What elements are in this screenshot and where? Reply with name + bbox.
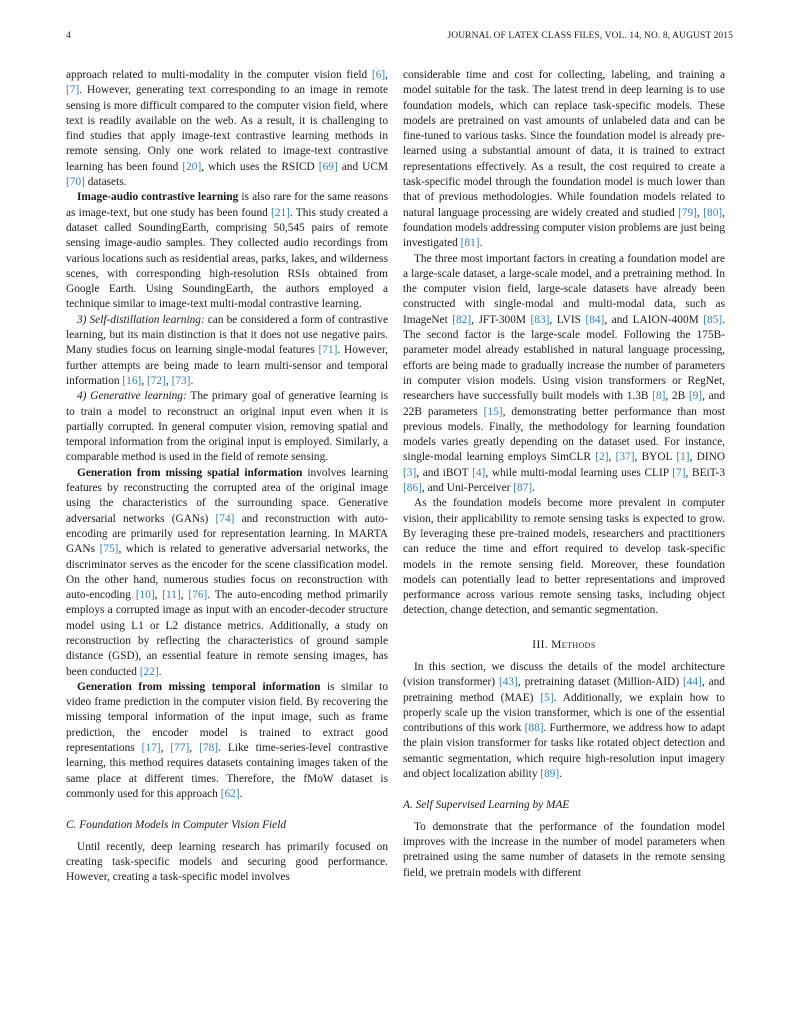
text-run: ,	[608, 451, 616, 464]
citation-link[interactable]: [5]	[540, 691, 554, 704]
text-run: , LVIS	[549, 313, 586, 326]
citation-link[interactable]: [80]	[703, 206, 723, 219]
run-in-heading: Generation from missing temporal information	[77, 680, 321, 693]
text-run: ,	[385, 69, 388, 81]
citation-link[interactable]: [7]	[672, 466, 686, 479]
citation-link[interactable]: [79]	[678, 206, 697, 219]
run-in-heading: Image-audio contrastive learning	[77, 191, 239, 204]
citation-link[interactable]: [83]	[530, 313, 550, 326]
text-run: and UCM	[337, 160, 389, 173]
text-run: . However, generating text corresponding to an image in remote sensing is more difficult compared to the computer vision field, where text is readily available on the web. As a result, it is challenging to find studies that apply image-text contrastive learning methods in remote sensing. Only one work related to image-text contrastive learning has been found	[66, 84, 388, 173]
citation-link[interactable]: [1]	[676, 451, 690, 464]
text-run: ,	[154, 589, 163, 602]
citation-link[interactable]: [62]	[220, 787, 240, 800]
citation-link[interactable]: [20]	[182, 160, 202, 173]
text-run: . Additionally, we explain how to properly scale up the vision transformer, which is one of the essential contributions of this work	[403, 691, 725, 735]
text-run: is similar to video frame prediction in the computer vision field. By recovering the missing temporal information of the input image, such as frame prediction, the encoder model is trained to extract good representations	[66, 680, 389, 755]
text-run: .	[158, 665, 162, 678]
text-run: , BEiT-3	[685, 466, 725, 479]
left-column	[66, 68, 388, 885]
text-run: , which is related to generative adversarial networks, the discriminator serves as the encoder for the scene classification model. On the other hand, numerous studies focus on reconstruction with auto-encoding	[66, 543, 388, 602]
paragraph	[403, 820, 725, 881]
citation-link[interactable]: [76]	[188, 589, 208, 602]
text-run: ,	[165, 374, 172, 387]
citation-link[interactable]: [78]	[199, 742, 219, 755]
page-header	[66, 31, 733, 45]
text-run: , pretraining dataset (Million-AID)	[517, 676, 683, 689]
citation-link[interactable]: [21]	[271, 206, 290, 219]
text-run: In this section, we discuss the details of the model architecture (vision transformer)	[403, 660, 725, 689]
text-run: approach related to multi-modality in the computer vision field	[66, 69, 372, 81]
citation-link[interactable]: [3]	[403, 466, 417, 479]
text-run: , demonstrating better performance than most previous models. Finally, the methodology for learning foundation models varies greatly depending on the dataset used. For instance, single-modal learning employs SimCLR	[403, 405, 725, 464]
text-run: . The second factor is the large-scale model. Following the 175B-parameter model already established in natural language processing, efforts are being made to gradually increase the number of parameters in computer vision models. Using vision transformers or RegNet, researchers have successfully built models with 1.3B	[403, 313, 726, 403]
text-run: datasets.	[84, 176, 127, 189]
citation-link[interactable]: [82]	[452, 313, 472, 326]
text-run: , BYOL	[634, 451, 677, 464]
text-run: involves learning features by reconstructing the corrupted area of the original image using the characteristics of the surrounding space. Generative adversarial networks (GANs)	[66, 466, 389, 525]
text-run: . The auto-encoding method primarily employs a corrupted image as input with an encoder-decoder structure model using L1 or L2 distance metrics. Additionally, a study on reconstruction by reflecting the characteristics of ground sample distance (GSD), an essential feature in remote sensing images, has been conducted	[66, 589, 388, 678]
citation-link[interactable]: [74]	[215, 512, 235, 525]
paragraph	[403, 496, 725, 618]
citation-link[interactable]: [44]	[682, 676, 702, 689]
right-column	[403, 68, 725, 881]
run-in-heading: 4) Generative learning:	[77, 390, 187, 403]
text-run: is also rare for the same reasons as image-text, but one study has been found	[66, 191, 388, 219]
text-run: . However, further attempts are being made to learn multi-sensor and temporal information	[66, 344, 388, 387]
citation-link[interactable]: [6]	[371, 69, 386, 81]
text-run: ,	[180, 589, 189, 602]
citation-link[interactable]: [8]	[652, 390, 666, 403]
running-head: JOURNAL OF LATEX CLASS FILES, VOL. 14, NO. 8, AUGUST 2015	[447, 31, 733, 41]
citation-link[interactable]: [4]	[472, 466, 486, 479]
text-run: , while multi-modal learning uses CLIP	[485, 466, 673, 479]
text-run: , JFT-300M	[471, 313, 531, 326]
text-run: As the foundation models become more prevalent in computer vision, their applicability to remote sensing tasks is expected to grow. By leveraging these pre-trained models, researchers and practitioners can reduce the time and effort required to develop task-specific models in the remote sensing field. Moreover, these foundation models can potentially lead to better representations and improved performance across various remote sensing tasks, including object detection, change detection, and semantic segmentation.	[403, 497, 725, 617]
citation-link[interactable]: [37]	[615, 451, 635, 464]
text-run: .	[239, 787, 243, 800]
paragraph	[66, 68, 388, 190]
paragraph	[66, 313, 388, 389]
text-run: Until recently, deep learning research has primarily focused on creating task-specific models and securing good performance. However, creating a task-specific model involves	[66, 840, 388, 884]
citation-link[interactable]: [77]	[170, 742, 190, 755]
text-run: , and pretraining method (MAE)	[403, 676, 725, 704]
text-run: The primary goal of generative learning is to train a model to reconstruct an original input even when it is partially corrupted. In general computer vision, removing spatial and temporal information from the original input is employed. Similarly, a comparable method is used in the field of remote sensing.	[66, 390, 389, 464]
paragraph	[403, 660, 725, 782]
text-run: , and iBOT	[416, 466, 473, 479]
citation-link[interactable]: [70]	[66, 176, 85, 189]
citation-link[interactable]: [87]	[513, 482, 533, 495]
page-number: 4	[66, 31, 71, 41]
text-run: , which uses the RSICD	[201, 160, 319, 173]
citation-link[interactable]: [16]	[122, 374, 142, 387]
citation-link[interactable]: [2]	[595, 451, 609, 464]
text-run: The three most important factors in creating a foundation model are a large-scale dataset, a large-scale model, and a pretraining method. In the computer vision field, large-scale datasets have already been constructed with single-modal and multi-modal data, such as ImageNet	[403, 252, 725, 326]
citation-link[interactable]: [86]	[403, 482, 422, 495]
text-run: ,	[160, 742, 171, 755]
citation-link[interactable]: [10]	[135, 589, 155, 602]
section-heading: III. Methods	[532, 638, 596, 651]
paragraph	[66, 680, 388, 802]
citation-link[interactable]: [81]	[460, 237, 480, 250]
citation-link[interactable]: [89]	[540, 768, 560, 781]
paragraph	[403, 68, 725, 252]
citation-link[interactable]: [72]	[146, 374, 166, 387]
text-run: can be considered a form of contrastive learning, but its main distinction is that it does not use negative pairs. Many studies focus on learning single-modal features	[66, 313, 388, 357]
text-run: .	[190, 374, 194, 387]
citation-link[interactable]: [71]	[318, 344, 338, 357]
text-run: . Furthermore, we address how to adapt the plain vision transformer for tasks like rotated object detection and semantic segmentation, which require high-resolution input imagery and object localization ability	[403, 722, 725, 781]
citation-link[interactable]: [22]	[139, 665, 159, 678]
paragraph	[66, 466, 388, 680]
citation-link[interactable]: [11]	[162, 589, 181, 602]
citation-link[interactable]: [85]	[703, 313, 723, 326]
paragraph	[403, 252, 725, 497]
citation-link[interactable]: [88]	[524, 722, 544, 735]
citation-link[interactable]: [75]	[99, 543, 119, 556]
text-run: , foundation models addressing computer vision problems are just being investigated	[403, 206, 725, 250]
text-run: , and 22B parameters	[403, 390, 725, 418]
citation-link[interactable]: [17]	[141, 742, 161, 755]
run-in-heading: 3) Self-distillation learning:	[77, 313, 205, 326]
text-run: .	[479, 237, 483, 250]
paragraph	[66, 190, 388, 312]
text-run: . Like time-series-level contrastive learning, this method requires datasets containing images taken of the same place at different times. Therefore, the fMoW dataset is commonly used for this approach	[66, 742, 388, 800]
text-run: , and LAION-400M	[604, 313, 704, 326]
text-run: , and Uni-Perceiver	[421, 482, 514, 495]
citation-link[interactable]: [84]	[585, 313, 605, 326]
citation-link[interactable]: [43]	[498, 676, 518, 689]
subsection-heading: A. Self Supervised Learning by MAE	[403, 799, 570, 812]
citation-link[interactable]: [69]	[318, 160, 338, 173]
subsection-heading: C. Foundation Models in Computer Vision Field	[66, 819, 287, 832]
run-in-heading: Generation from missing spatial information	[77, 466, 303, 479]
text-run: and reconstruction with auto-encoding are primarily used for representation learning. In MARTA GANs	[66, 512, 388, 556]
citation-link[interactable]: [73]	[171, 374, 191, 387]
paragraph	[66, 389, 388, 465]
text-run: .	[532, 482, 535, 495]
text-run: , 2B	[665, 390, 689, 403]
text-run: considerable time and cost for collecting, labeling, and training a model suitable for the task. The latest trend in deep learning is to use foundation models, which can replace task-specific models. These models are pretrained on vast amounts of unlabeled data and can be fine-tuned to various tasks. Since the foundation model is already pre-learned using a substantial amount of data, it is trained to extract representations effectively. As a result, the cost required to create a task-specific model through the foundation model is much lower than that of previous methodologies. While foundation models related to natural language processing are widely created and studied	[403, 69, 725, 219]
text-run: To demonstrate that the performance of the foundation model improves with the increase in the number of model parameters when pretrained using the same number of datasets in the remote sensing field, we pretrain models with different	[403, 820, 725, 879]
citation-link[interactable]: [15]	[483, 405, 503, 418]
text-run: , DINO	[689, 451, 726, 464]
text-run: ,	[141, 374, 147, 387]
text-run: ,	[189, 742, 200, 755]
text-run: .	[559, 768, 563, 781]
paragraph	[66, 840, 388, 886]
citation-link[interactable]: [7]	[66, 84, 80, 97]
text-run: ,	[696, 206, 704, 219]
text-run: . This study created a dataset called SoundingEarth, comprising 50,545 pairs of remote sensing image-audio samples. They collected audio recordings from various locations such as residential areas, parks, lakes, and wilderness scenes, with corresponding high-resolution RSIs obtained from Google Earth. Using SoundingEarth, the authors employed a technique similar to image-text multi-modal contrastive learning.	[66, 206, 389, 311]
citation-link[interactable]: [9]	[688, 390, 703, 403]
